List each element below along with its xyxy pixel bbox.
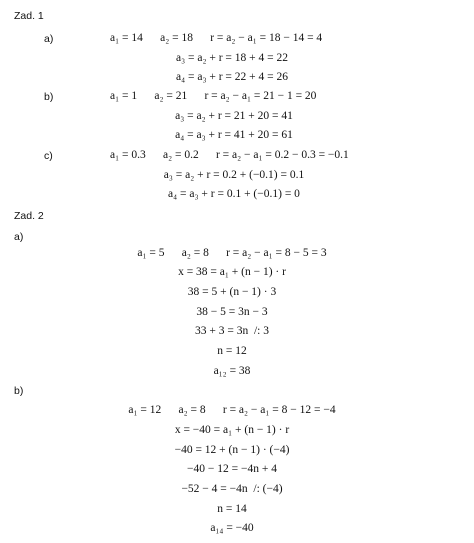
zad1-b-line-1: a₁ = 1 a₂ = 21 r = a₂ − a₁ = 21 − 1 = 20: [110, 90, 317, 102]
zad2-heading: Zad. 2: [14, 210, 44, 222]
zad2-b-line-6: n = 14: [217, 503, 247, 515]
zad1-b-line-2: a₃ = a₂ + r = 21 + 20 = 41: [175, 110, 293, 122]
zad2-a-line-6: n = 12: [217, 345, 247, 357]
zad2-a-line-7: a₁₂ = 38: [213, 365, 251, 377]
zad2-b-line-5: −52 − 4 = −4n /: (−4): [181, 483, 283, 495]
zad1-part-a-label: a): [44, 33, 54, 45]
zad1-a-line-3: a₄ = a₃ + r = 22 + 4 = 26: [176, 71, 288, 83]
zad1-heading: Zad. 1: [14, 10, 44, 22]
zad2-b-line-4: −40 − 12 = −4n + 4: [187, 463, 277, 475]
zad2-a-line-5: 33 + 3 = 3n /: 3: [195, 325, 269, 337]
zad2-b-line-2: x = −40 = a₁ + (n − 1) · r: [174, 424, 290, 436]
zad2-a-line-3: 38 = 5 + (n − 1) · 3: [187, 286, 277, 298]
zad1-c-line-1: a₁ = 0.3 a₂ = 0.2 r = a₂ − a₁ = 0.2 − 0.3 = −0.1: [110, 149, 349, 161]
zad2-part-b-label: b): [14, 385, 24, 397]
zad1-c-line-2: a₃ = a₂ + r = 0.2 + (−0.1) = 0.1: [163, 169, 305, 181]
zad2-a-line-1: a₁ = 5 a₂ = 8 r = a₂ − a₁ = 8 − 5 = 3: [137, 247, 327, 259]
zad1-part-c-label: c): [44, 150, 53, 162]
zad2-b-line-7: a₁₄ = −40: [210, 522, 254, 534]
zad1-a-line-2: a₃ = a₂ + r = 18 + 4 = 22: [176, 52, 288, 64]
zad1-b-line-3: a₄ = a₃ + r = 41 + 20 = 61: [175, 129, 293, 141]
zad2-part-a-label: a): [14, 231, 24, 243]
zad2-b-line-3: −40 = 12 + (n − 1) · (−4): [174, 444, 290, 456]
zad2-a-line-2: x = 38 = a₁ + (n − 1) · r: [178, 266, 286, 278]
zad1-a-line-1: a₁ = 14 a₂ = 18 r = a₂ − a₁ = 18 − 14 = 4: [110, 32, 323, 44]
zad2-a-line-4: 38 − 5 = 3n − 3: [196, 306, 268, 318]
zad1-part-b-label: b): [44, 91, 54, 103]
zad1-c-line-3: a₄ = a₃ + r = 0.1 + (−0.1) = 0: [168, 188, 300, 200]
zad2-b-line-1: a₁ = 12 a₂ = 8 r = a₂ − a₁ = 8 − 12 = −4: [128, 404, 336, 416]
